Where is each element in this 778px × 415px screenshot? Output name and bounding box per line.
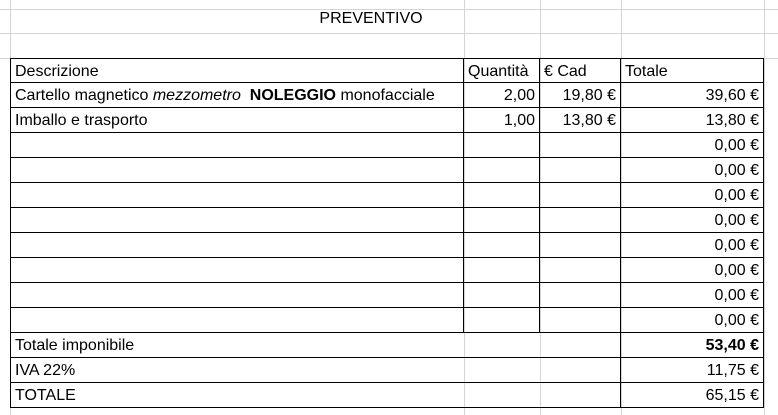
table-row: [10, 183, 775, 208]
item-description-cell[interactable]: [10, 258, 464, 283]
item-quantity-cell[interactable]: [464, 183, 540, 208]
table-row: [10, 83, 775, 108]
item-total-cell[interactable]: 0,00 €: [621, 183, 764, 208]
item-total-cell[interactable]: 0,00 €: [621, 133, 764, 158]
table-row: [10, 133, 775, 158]
summary-row-imponibile: [10, 333, 775, 358]
summary-row-totale: [10, 383, 775, 408]
totale-value[interactable]: 65,15 €: [621, 383, 764, 408]
item-description-cell[interactable]: [10, 83, 464, 108]
item-description-italic: mezzometro: [152, 87, 241, 104]
item-description-cell[interactable]: Imballo e trasporto: [10, 108, 464, 133]
item-total-cell[interactable]: 39,60 €: [621, 83, 764, 108]
item-description-cell[interactable]: [10, 208, 464, 233]
item-quantity-cell[interactable]: 2,00: [464, 83, 540, 108]
item-quantity-cell[interactable]: 1,00: [464, 108, 540, 133]
item-description-cell[interactable]: [10, 283, 464, 308]
item-total-cell[interactable]: 0,00 €: [621, 308, 764, 333]
item-total-cell[interactable]: 0,00 €: [621, 158, 764, 183]
item-description-cell[interactable]: [10, 158, 464, 183]
item-description-cell[interactable]: [10, 133, 464, 158]
gridline: [0, 33, 778, 34]
table-row: [10, 258, 775, 283]
table-header-row: [10, 58, 775, 83]
imponibile-value[interactable]: 53,40 €: [621, 333, 764, 358]
header-quantity[interactable]: Quantità: [464, 58, 540, 83]
item-description-spacing: [241, 87, 250, 104]
item-description-text: Cartello magnetico: [15, 87, 153, 104]
header-total[interactable]: Totale: [621, 58, 764, 83]
table-row: [10, 108, 775, 133]
item-total-cell[interactable]: 0,00 €: [621, 283, 764, 308]
item-unit-price-cell[interactable]: [540, 133, 621, 158]
item-description-bold: NOLEGGIO: [249, 87, 336, 104]
header-description[interactable]: Descrizione: [10, 58, 464, 83]
item-total-cell[interactable]: 0,00 €: [621, 208, 764, 233]
table-row: [10, 158, 775, 183]
table-row: [10, 283, 775, 308]
item-description-text-end: monofacciale: [336, 87, 435, 104]
item-quantity-cell[interactable]: [464, 258, 540, 283]
item-unit-price-cell[interactable]: [540, 283, 621, 308]
item-description-cell[interactable]: [10, 233, 464, 258]
item-quantity-cell[interactable]: [464, 208, 540, 233]
item-total-cell[interactable]: 13,80 €: [621, 108, 764, 133]
item-description-cell[interactable]: [10, 308, 464, 333]
item-quantity-cell[interactable]: [464, 308, 540, 333]
item-unit-price-cell[interactable]: [540, 208, 621, 233]
table-row: [10, 233, 775, 258]
item-total-cell[interactable]: 0,00 €: [621, 233, 764, 258]
item-quantity-cell[interactable]: [464, 283, 540, 308]
item-unit-price-cell[interactable]: [540, 258, 621, 283]
iva-label[interactable]: IVA 22%: [10, 358, 621, 383]
summary-row-iva: [10, 358, 775, 383]
item-unit-price-cell[interactable]: 13,80 €: [540, 108, 621, 133]
totale-label[interactable]: TOTALE: [10, 383, 621, 408]
item-total-cell[interactable]: 0,00 €: [621, 258, 764, 283]
iva-value[interactable]: 11,75 €: [621, 358, 764, 383]
item-quantity-cell[interactable]: [464, 133, 540, 158]
item-unit-price-cell[interactable]: [540, 158, 621, 183]
item-unit-price-cell[interactable]: [540, 233, 621, 258]
item-quantity-cell[interactable]: [464, 158, 540, 183]
table-row: [10, 208, 775, 233]
header-unit-price[interactable]: € Cad: [540, 58, 621, 83]
sheet-title[interactable]: PREVENTIVO: [319, 10, 423, 27]
item-unit-price-cell[interactable]: 19,80 €: [540, 83, 621, 108]
imponibile-label[interactable]: Totale imponibile: [10, 333, 621, 358]
item-unit-price-cell[interactable]: [540, 183, 621, 208]
item-description-cell[interactable]: [10, 183, 464, 208]
table-row: [10, 308, 775, 333]
item-quantity-cell[interactable]: [464, 233, 540, 258]
item-unit-price-cell[interactable]: [540, 308, 621, 333]
